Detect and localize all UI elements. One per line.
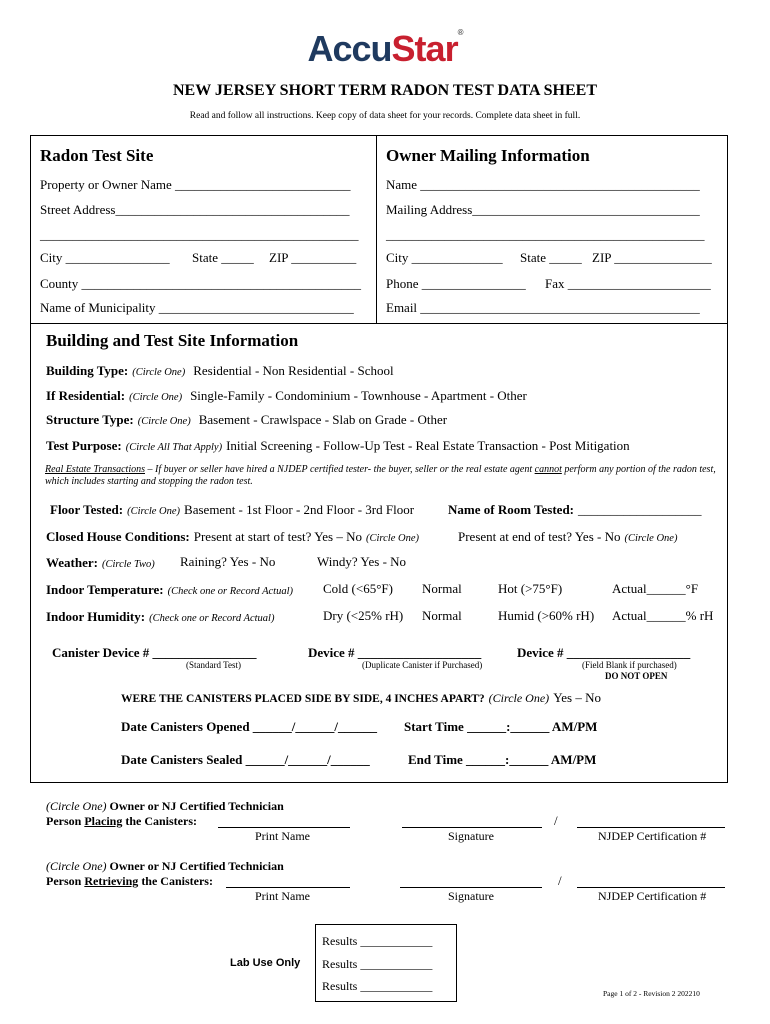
residential-row — [46, 387, 527, 405]
closed-start-hint: (Circle One) — [366, 533, 419, 544]
building-type-row — [46, 362, 394, 380]
owner-state-field[interactable]: State _____ — [520, 250, 582, 265]
weather-hint: (Circle Two) — [101, 559, 155, 570]
side-by-side-row — [121, 689, 601, 707]
retrieving-cert-line[interactable] — [577, 887, 725, 888]
end-time-field[interactable]: End Time ______:______ AM/PM — [408, 752, 597, 767]
logo-tm: ® — [457, 28, 463, 37]
closed-end-hint: (Circle One) — [624, 533, 678, 544]
temp-actual[interactable]: Actual______°F — [612, 581, 699, 596]
retrieving-key: Retrieving — [84, 874, 139, 888]
retrieving-person-label — [46, 874, 213, 889]
real-estate-note — [45, 464, 725, 488]
temp-hot[interactable]: Hot (>75°F) — [498, 581, 563, 596]
site-state-field[interactable]: State _____ — [192, 250, 254, 265]
retrieving-hint: (Circle One) — [46, 859, 107, 873]
canister-device-3-sub: (Field Blank if purchased) — [582, 660, 677, 670]
test-purpose-label: Test Purpose: — [46, 438, 122, 453]
start-time-field[interactable]: Start Time ______:______ AM/PM — [404, 719, 598, 734]
retrieving-who: Owner or NJ Certified Technician — [109, 859, 284, 873]
site-city-field[interactable]: City ________________ — [40, 250, 170, 265]
county-field[interactable]: County ___________________________________________ — [40, 276, 362, 291]
email-field[interactable]: Email ___________________________________________ — [386, 300, 700, 315]
closed-house-label: Closed House Conditions: — [46, 529, 190, 544]
date-opened-field[interactable]: Date Canisters Opened ______/______/______ — [121, 719, 378, 734]
placing-signature-label: Signature — [448, 829, 494, 843]
lab-result-3[interactable]: Results ____________ — [322, 979, 433, 993]
structure-type-row — [46, 411, 447, 429]
mailing-address-line2[interactable]: _________________________________________________ — [386, 227, 705, 242]
logo-accu: Accu — [307, 28, 392, 69]
lab-result-1[interactable]: Results ____________ — [322, 934, 433, 948]
placing-who-row — [46, 799, 284, 814]
temp-normal[interactable]: Normal — [422, 581, 462, 596]
weather-windy[interactable]: Windy? Yes - No — [317, 554, 407, 569]
placing-cert-line[interactable] — [577, 827, 725, 828]
placing-slash: / — [554, 813, 558, 828]
canister-device-2[interactable]: Device # ___________________ — [308, 645, 482, 660]
humidity-label: Indoor Humidity: — [46, 609, 146, 624]
floor-tested-options[interactable]: Basement - 1st Floor - 2nd Floor - 3rd Floor — [184, 502, 415, 517]
owner-zip-field[interactable]: ZIP _______________ — [592, 250, 712, 265]
room-tested-row — [448, 501, 702, 519]
closed-house-row — [46, 528, 419, 546]
note-head: Real Estate Transactions — [45, 464, 145, 475]
hum-normal[interactable]: Normal — [422, 608, 462, 623]
retrieving-post: the Canisters: — [138, 874, 213, 888]
page-subtitle: Read and follow all instructions. Keep copy of data sheet for your records. Complete data sheet in full. — [189, 111, 581, 121]
temperature-label: Indoor Temperature: — [46, 582, 164, 597]
accustar-logo — [0, 28, 770, 70]
owner-name-field[interactable]: Name ___________________________________________ — [386, 177, 700, 192]
property-owner-field[interactable]: Property or Owner Name ___________________________ — [40, 177, 351, 192]
floor-tested-row — [50, 501, 414, 519]
column-divider — [376, 135, 377, 323]
placing-print-line[interactable] — [218, 827, 350, 828]
street-address-field[interactable]: Street Address____________________________________ — [40, 202, 350, 217]
placing-pre: Person — [46, 814, 85, 828]
test-purpose-hint: (Circle All That Apply) — [125, 442, 223, 453]
building-info-heading: Building and Test Site Information — [46, 331, 299, 350]
floor-tested-hint: (Circle One) — [127, 506, 181, 517]
canister-device-1[interactable]: Canister Device # ________________ — [52, 645, 257, 660]
do-not-open-label: DO NOT OPEN — [605, 671, 668, 681]
retrieving-signature-line[interactable] — [400, 887, 542, 888]
temperature-row — [46, 581, 293, 599]
placing-who: Owner or NJ Certified Technician — [109, 799, 284, 813]
note-tail: perform any portion of the radon test, which includes starting and stopping the radon test. — [45, 464, 716, 487]
room-tested-label: Name of Room Tested: — [448, 502, 575, 517]
residential-options[interactable]: Single-Family - Condominium - Townhouse - Apartment - Other — [190, 388, 527, 403]
residential-hint: (Circle One) — [129, 392, 183, 403]
floor-tested-label: Floor Tested: — [50, 502, 124, 517]
building-type-label: Building Type: — [46, 363, 129, 378]
street-address-line2[interactable]: _________________________________________________ — [40, 227, 359, 242]
fax-field[interactable]: Fax ______________________ — [545, 276, 711, 291]
canister-device-2-sub: (Duplicate Canister if Purchased) — [362, 660, 483, 670]
side-by-side-hint: (Circle One) — [488, 691, 550, 705]
weather-raining[interactable]: Raining? Yes - No — [180, 554, 276, 569]
hum-actual[interactable]: Actual______% rH — [612, 608, 714, 623]
humidity-row — [46, 608, 274, 626]
structure-type-hint: (Circle One) — [137, 416, 191, 427]
retrieving-signature-label: Signature — [448, 889, 494, 903]
radon-test-site-heading: Radon Test Site — [40, 146, 154, 165]
owner-mailing-heading: Owner Mailing Information — [386, 146, 590, 165]
hum-humid[interactable]: Humid (>60% rH) — [498, 608, 595, 623]
logo-star: Star — [391, 28, 458, 69]
note-cannot: cannot — [534, 464, 562, 475]
weather-row — [46, 554, 155, 572]
retrieving-cert-label: NJDEP Certification # — [598, 889, 707, 903]
temp-cold[interactable]: Cold (<65°F) — [323, 581, 393, 596]
placing-post: the Canisters: — [122, 814, 197, 828]
canister-device-3[interactable]: Device # ___________________ — [517, 645, 691, 660]
lab-result-2[interactable]: Results ____________ — [322, 957, 433, 971]
building-type-hint: (Circle One) — [132, 367, 186, 378]
placing-key: Placing — [84, 814, 123, 828]
side-by-side-question: WERE THE CANISTERS PLACED SIDE BY SIDE, 4 INCHES APART? — [121, 693, 485, 705]
retrieving-print-line[interactable] — [226, 887, 350, 888]
hum-dry[interactable]: Dry (<25% rH) — [323, 608, 404, 623]
placing-cert-label: NJDEP Certification # — [598, 829, 707, 843]
placing-hint: (Circle One) — [46, 799, 107, 813]
retrieving-slash: / — [558, 873, 562, 888]
residential-label: If Residential: — [46, 388, 126, 403]
page-title: NEW JERSEY SHORT TERM RADON TEST DATA SHEET — [172, 82, 597, 99]
page-footer: Page 1 of 2 - Revision 2 202210 — [603, 989, 700, 998]
weather-label: Weather: — [46, 555, 98, 570]
placing-signature-line[interactable] — [402, 827, 542, 828]
structure-type-options[interactable]: Basement - Crawlspace - Slab on Grade - Other — [198, 412, 448, 427]
retrieving-pre: Person — [46, 874, 85, 888]
test-purpose-options[interactable]: Initial Screening - Follow-Up Test - Real Estate Transaction - Post Mitigation — [226, 438, 630, 453]
building-type-options[interactable]: Residential - Non Residential - School — [193, 363, 394, 378]
closed-start-question[interactable]: Present at start of test? Yes – No — [193, 529, 363, 544]
placing-person-label — [46, 814, 197, 829]
site-zip-field[interactable]: ZIP __________ — [269, 250, 357, 265]
owner-city-field[interactable]: City ______________ — [386, 250, 503, 265]
phone-field[interactable]: Phone ________________ — [386, 276, 526, 291]
structure-type-label: Structure Type: — [46, 412, 134, 427]
closed-end-question[interactable]: Present at end of test? Yes - No — [458, 529, 621, 544]
temperature-hint: (Check one or Record Actual) — [167, 586, 293, 597]
placing-print-label: Print Name — [255, 829, 310, 843]
test-purpose-row — [46, 437, 630, 455]
side-by-side-answer[interactable]: Yes – No — [553, 690, 601, 705]
retrieving-print-label: Print Name — [255, 889, 310, 903]
mailing-address-field[interactable]: Mailing Address___________________________________ — [386, 202, 700, 217]
humidity-hint: (Check one or Record Actual) — [149, 613, 275, 624]
retrieving-who-row — [46, 859, 284, 874]
room-tested-field[interactable]: ___________________ — [578, 502, 702, 517]
closed-end-row — [458, 528, 677, 546]
date-sealed-field[interactable]: Date Canisters Sealed ______/______/______ — [121, 752, 370, 767]
municipality-field[interactable]: Name of Municipality ______________________________ — [40, 300, 354, 315]
canister-device-1-sub: (Standard Test) — [186, 660, 241, 670]
note-body: – If buyer or seller have hired a NJDEP certified tester- the buyer, seller or the real estate agent — [145, 464, 535, 475]
lab-use-only-label: Lab Use Only — [230, 957, 301, 969]
